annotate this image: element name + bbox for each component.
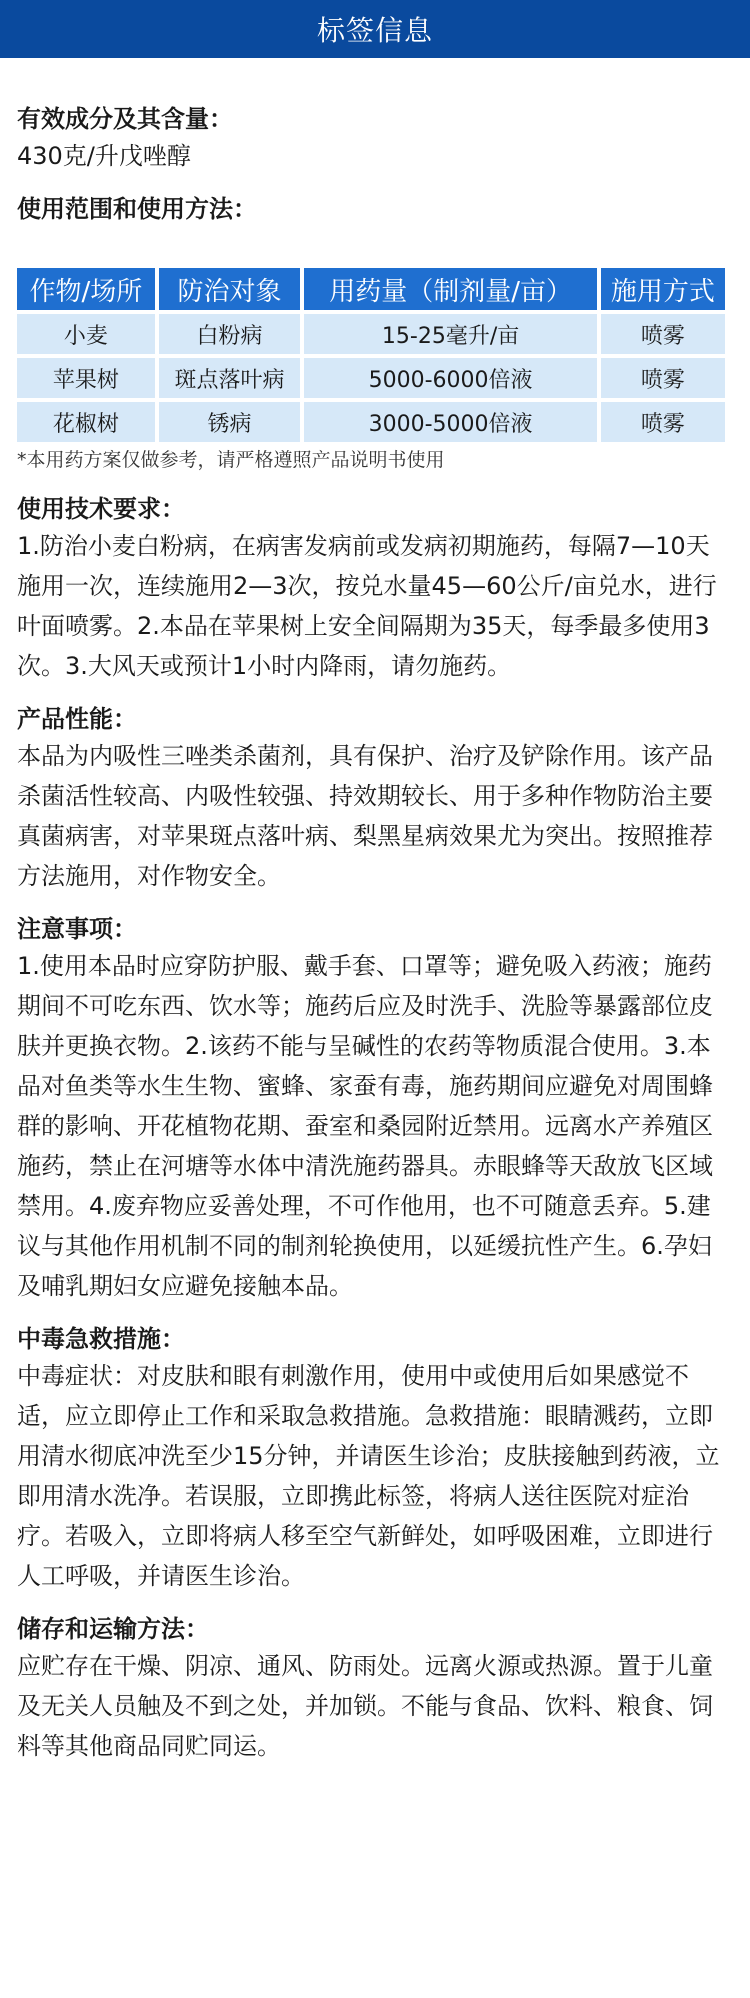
page-title: 标签信息	[316, 14, 433, 47]
table-row	[17, 402, 725, 442]
table-cell-dosage: 15-25毫升/亩	[304, 314, 596, 354]
table-cell-dosage: 3000-5000倍液	[304, 402, 596, 442]
tech-body: 1.防治小麦白粉病，在病害发病前或发病初期施药，每隔7—10天施用一次，连续施用2—3次，按兑水量45—60公斤/亩兑水，进行叶面喷雾。2.本品在苹果树上安全间隔期为35天，每季最多使用3次。3.大风天或预计1小时内降雨，请勿施药。	[17, 532, 717, 680]
table-cell-method: 喷雾	[601, 358, 725, 398]
table-header-row	[17, 268, 725, 310]
storage-body: 应贮存在干燥、阴凉、通风、防雨处。远离火源或热源。置于儿童及无关人员触及不到之处，并加锁。不能与食品、饮料、粮食、饲料等其他商品同贮同运。	[17, 1652, 713, 1760]
caution-section	[17, 912, 733, 1306]
table-cell-target: 白粉病	[159, 314, 301, 354]
caution-body: 1.使用本品时应穿防护服、戴手套、口罩等；避免吸入药液；施药期间不可吃东西、饮水等；施药后应及时洗手、洗脸等暴露部位皮肤并更换衣物。2.该药不能与呈碱性的农药等物质混合使用。3.本品对鱼类等水生生物、蜜蜂、家蚕有毒，施药期间应避免对周围蜂群的影响、开花植物花期、蚕室和桑园附近禁用。远离水产养殖区施药，禁止在河塘等水体中清洗施药器具。赤眼蜂等天敌放飞区域禁用。4.废弃物应妥善处理，不可作他用，也不可随意丢弃。5.建议与其他作用机制不同的制剂轮换使用，以延缓抗性产生。6.孕妇及哺乳期妇女应避免接触本品。	[17, 952, 713, 1300]
tech-title: 使用技术要求：	[17, 495, 185, 523]
performance-body: 本品为内吸性三唑类杀菌剂，具有保护、治疗及铲除作用。该产品杀菌活性较高、内吸性较强、持效期较长、用于多种作物防治主要真菌病害，对苹果斑点落叶病、梨黑星病效果尤为突出。按照推荐方法施用，对作物安全。	[17, 742, 713, 890]
ingredients-title: 有效成分及其含量：	[17, 105, 233, 133]
tech-section	[17, 492, 733, 686]
label-content	[0, 58, 750, 1766]
table-header-dosage: 用药量（制剂量/亩）	[304, 268, 596, 310]
usage-table-wrap	[17, 264, 733, 474]
table-cell-crop: 小麦	[17, 314, 155, 354]
table-cell-dosage: 5000-6000倍液	[304, 358, 596, 398]
ingredients-value: 430克/升戊唑醇	[17, 142, 191, 170]
page-header	[0, 0, 750, 58]
usage-section	[17, 192, 733, 226]
performance-section	[17, 702, 733, 896]
firstaid-title: 中毒急救措施：	[17, 1325, 185, 1353]
performance-title: 产品性能：	[17, 705, 137, 733]
table-header-crop: 作物/场所	[17, 268, 155, 310]
table-row	[17, 358, 725, 398]
usage-table	[13, 264, 729, 446]
table-cell-method: 喷雾	[601, 402, 725, 442]
firstaid-section	[17, 1322, 733, 1596]
table-cell-target: 锈病	[159, 402, 301, 442]
storage-title: 储存和运输方法：	[17, 1615, 209, 1643]
table-cell-method: 喷雾	[601, 314, 725, 354]
table-cell-target: 斑点落叶病	[159, 358, 301, 398]
usage-title: 使用范围和使用方法：	[17, 195, 257, 223]
caution-title: 注意事项：	[17, 915, 137, 943]
table-cell-crop: 花椒树	[17, 402, 155, 442]
firstaid-body: 中毒症状：对皮肤和眼有刺激作用，使用中或使用后如果感觉不适，应立即停止工作和采取急救措施。急救措施：眼睛溅药，立即用清水彻底冲洗至少15分钟，并请医生诊治；皮肤接触到药液，立即用清水洗净。若误服，立即携此标签，将病人送往医院对症治疗。若吸入，立即将病人移至空气新鲜处，如呼吸困难，立即进行人工呼吸，并请医生诊治。	[17, 1362, 720, 1590]
table-header-target: 防治对象	[159, 268, 301, 310]
table-row	[17, 314, 725, 354]
table-cell-crop: 苹果树	[17, 358, 155, 398]
ingredients-section	[17, 102, 733, 176]
storage-section	[17, 1612, 733, 1766]
table-header-method: 施用方式	[601, 268, 725, 310]
table-note: *本用药方案仅做参考，请严格遵照产品说明书使用	[17, 449, 445, 471]
